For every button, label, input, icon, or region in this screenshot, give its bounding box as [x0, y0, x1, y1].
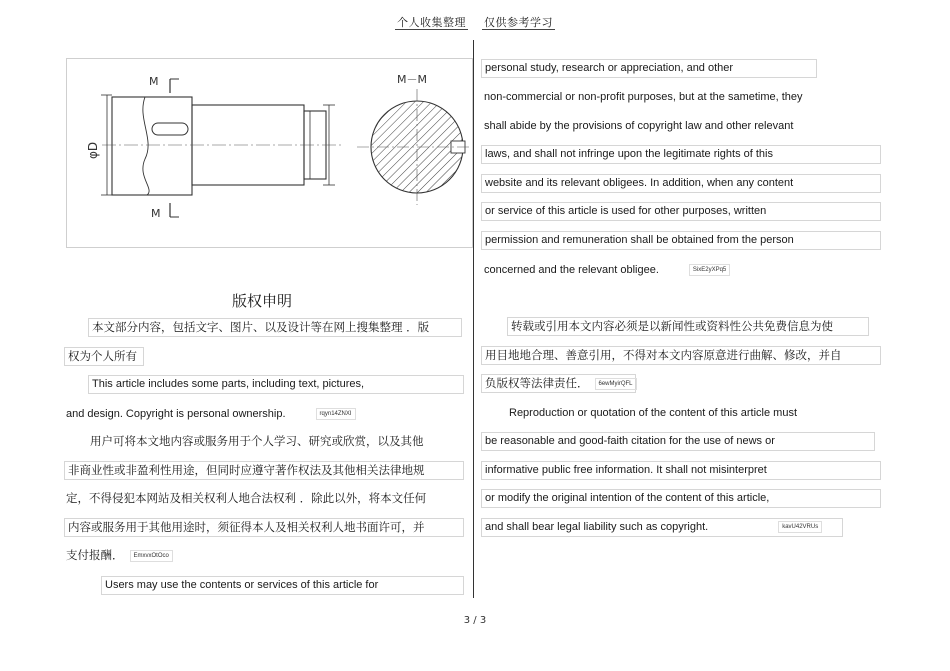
page-number: 3 / 3: [463, 615, 487, 626]
left-line-8: 支付报酬． EmxvxOtOco: [66, 547, 266, 563]
header-left-text: 个人收集整理: [397, 16, 466, 29]
right-code-10: 6ewMyirQFL: [595, 378, 637, 390]
right-line-13: informative public free information. It shall not misinterpret: [481, 461, 881, 480]
right-line-1: non-commercial or non-profit purposes, but at the sametime, they: [484, 91, 803, 103]
section-title: 版权申明: [232, 292, 293, 310]
right-line-11: Reproduction or quotation of the content of this article must: [509, 407, 797, 419]
left-code-8: EmxvxOtOco: [130, 550, 173, 562]
right-line-15: and shall bear legal liability such as copyright. kavU42VRUs: [481, 518, 843, 537]
right-line-3: laws, and shall not infringe upon the legitimate rights of this: [481, 145, 881, 164]
right-line-9: 用目地地合理、善意引用，不得对本文内容原意进行曲解、修改，并自: [481, 346, 881, 365]
technical-drawing: [66, 58, 473, 248]
right-line-0: personal study, research or appreciation, and other: [481, 59, 817, 78]
break-line: [143, 97, 149, 195]
header-right-text: 仅供参考学习: [484, 16, 553, 29]
left-code-3: rqyn14ZNXI: [316, 408, 356, 420]
right-line-5: or service of this article is used for other purposes, written: [481, 202, 881, 221]
right-line-7: concerned and the relevant obligee. SixE2yXPq5: [484, 262, 784, 278]
right-line-14: or modify the original intention of the content of this article,: [481, 489, 881, 508]
right-code-15: kavU42VRUs: [778, 521, 822, 533]
right-line-2: shall abide by the provisions of copyright law and other relevant: [484, 120, 794, 132]
right-code-7: SixE2yXPq5: [689, 264, 730, 276]
diameter-label: φD: [86, 141, 100, 159]
left-line-0: 本文部分内容，包括文字、图片、以及设计等在网上搜集整理 ．版: [88, 318, 462, 337]
shaft-left-section: [112, 97, 192, 195]
left-line-2: This article includes some parts, including text, pictures,: [88, 375, 464, 394]
left-line-9: Users may use the contents or services of this article for: [101, 576, 464, 595]
cut-label-bottom: M: [151, 207, 161, 220]
left-line-3: and design. Copyright is personal ownership. rqyn14ZNXI: [66, 406, 466, 422]
left-line-5: 非商业性或非盈利性用途，但同时应遵守著作权法及其他相关法律地规: [64, 461, 464, 480]
page-header: [0, 14, 950, 30]
left-line-7: 内容或服务用于其他用途时，须征得本人及相关权利人地书面许可，并: [64, 518, 464, 537]
left-line-6: 定，不得侵犯本网站及相关权利人地合法权利 ．除此以外，将本文任何: [66, 491, 427, 505]
right-line-8: 转载或引用本文内容必须是以新闻性或资料性公共免费信息为使: [507, 317, 869, 336]
right-line-6: permission and remuneration shall be obtained from the person: [481, 231, 881, 250]
left-line-1: 权为个人所有: [64, 347, 144, 366]
right-line-12: be reasonable and good-faith citation for the use of news or: [481, 432, 875, 451]
right-line-4: website and its relevant obligees. In addition, when any content: [481, 174, 881, 193]
cut-label-top: M: [149, 75, 159, 88]
right-line-10: 负版权等法律责任． 6ewMyirQFL: [481, 374, 636, 393]
left-line-4: 用户可将本文地内容或服务用于个人学习、研究或欣赏，以及其他: [90, 434, 424, 448]
section-label: M－M: [397, 73, 427, 86]
shaft-drawing-svg: [67, 59, 474, 249]
